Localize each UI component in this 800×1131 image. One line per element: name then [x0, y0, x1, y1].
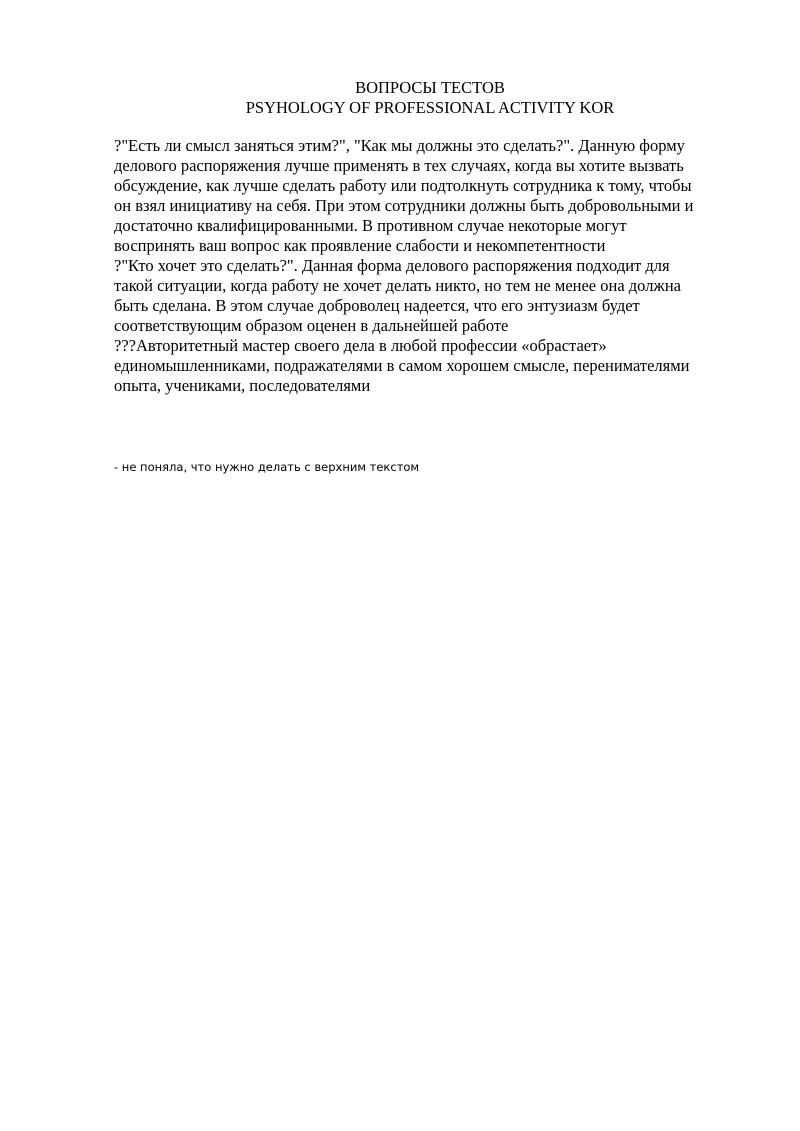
body-line: единомышленниками, подражателями в самом хорошем смысле, перенимателями: [114, 356, 690, 375]
body-line: опыта, учениками, последователями: [114, 376, 371, 395]
body-line: достаточно квалифицированными. В противном случае некоторые могут: [114, 216, 627, 235]
body-line: обсуждение, как лучше сделать работу или подтолкнуть сотрудника к тому, чтобы: [114, 176, 692, 195]
body-line: делового распоряжения лучше применять в тех случаях, когда вы хотите вызвать: [114, 156, 684, 175]
title-line-1: ВОПРОСЫ ТЕСТОВ: [355, 78, 505, 97]
comment-note: - не поняла, что нужно делать с верхним текстом: [114, 460, 420, 474]
body-line: ?"Кто хочет это сделать?". Данная форма делового распоряжения подходит для: [114, 256, 670, 275]
body-line: такой ситуации, когда работу не хочет делать никто, но тем не менее она должна: [114, 276, 681, 295]
body-line: ???Авторитетный мастер своего дела в любой профессии «обрастает»: [114, 336, 607, 355]
document-body: [114, 136, 739, 396]
body-line: быть сделана. В этом случае доброволец надеется, что его энтузиазм будет: [114, 296, 640, 315]
body-line: ?"Есть ли смысл заняться этим?", "Как мы должны это сделать?". Данную форму: [114, 136, 685, 155]
body-line: воспринять ваш вопрос как проявление слабости и некомпетентности: [114, 236, 606, 255]
document-title: [0, 78, 800, 118]
body-line: он взял инициативу на себя. При этом сотрудники должны быть добровольными и: [114, 196, 694, 215]
body-line: соответствующим образом оценен в дальнейшей работе: [114, 316, 509, 335]
title-line-2: PSYHOLOGY OF PROFESSIONAL ACTIVITY KOR: [245, 98, 615, 117]
